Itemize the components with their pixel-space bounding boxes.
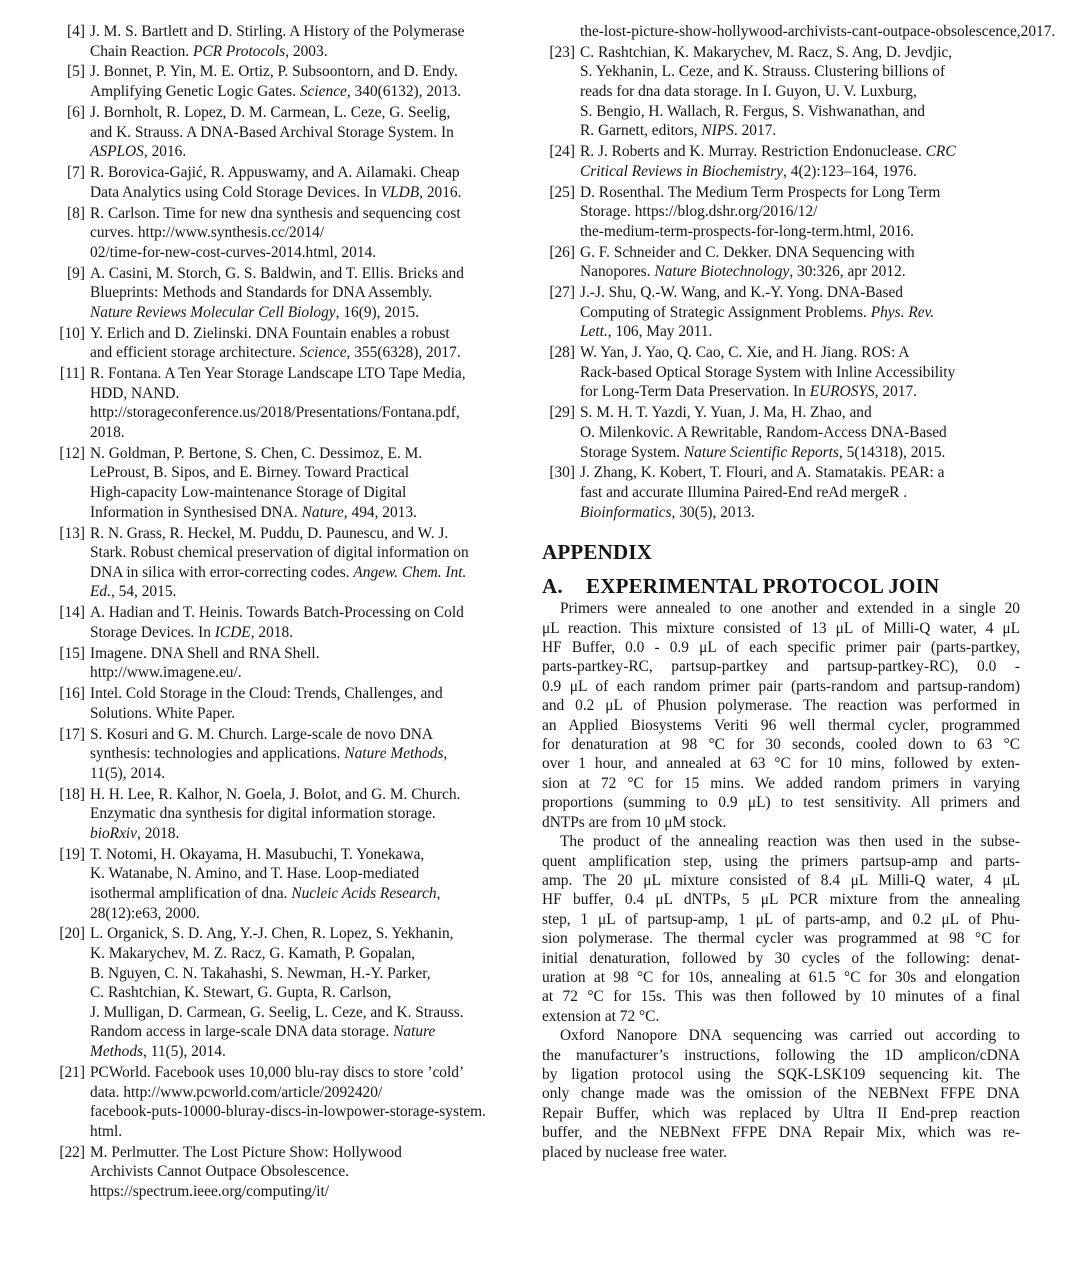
reference-number: [29]	[549, 404, 575, 422]
reference-text: Intel. Cold Storage in the Cloud: Trends, Challenges, and Solutions. White Paper.	[90, 685, 443, 722]
reference-entry	[52, 324, 530, 363]
reference-entry	[52, 1063, 530, 1141]
reference-text: A. Casini, M. Storch, G. S. Baldwin, and T. Ellis. Bricks and Blueprints: Methods and Standards for DNA Assembly. Nature Reviews Molecular Cell Biology, 16(9), 2015.	[90, 264, 464, 321]
reference-text: L. Organick, S. D. Ang, Y.-J. Chen, R. Lopez, S. Yekhanin, K. Makarychev, M. Z. Racz, G. Kamath, P. Gopalan, B. Nguyen, C. N. Takahashi, S. Newman, H.-Y. Parker, C. Rashtchian, K. Stewart, G. Gupta, R. Carlson, J. Mulligan, D. Carmean, G. Seelig, L. Ceze, and K. Strauss. Random access in large-scale DNA data storage. Nature Methods, 11(5), 2014.	[90, 925, 464, 1061]
reference-entry	[52, 924, 530, 1061]
reference-entry	[52, 1143, 530, 1202]
reference-number: [4]	[67, 23, 85, 40]
reference-text: R. Carlson. Time for new dna synthesis and sequencing cost curves. http://www.synthesis.cc/2014/ 02/time-for-new-cost-curves-2014.html, 2014.	[90, 204, 461, 261]
reference-entry	[52, 644, 530, 683]
reference-number: [26]	[549, 243, 575, 261]
reference-entry	[542, 283, 1020, 342]
reference-entry	[542, 403, 1020, 462]
reference-entry	[542, 183, 1020, 242]
reference-number: [25]	[549, 183, 575, 201]
reference-text: W. Yan, J. Yao, Q. Cao, C. Xie, and H. Jiang. ROS: A Rack-based Optical Storage System with Inline Accessibility for Long-Term Data Preservation. In EUROSYS, 2017.	[580, 344, 956, 401]
section-heading	[542, 573, 1020, 599]
reference-number: [24]	[549, 143, 575, 161]
reference-text: J. Zhang, K. Kobert, T. Flouri, and A. Stamatakis. PEAR: a fast and accurate Illumina Paired-End reAd mergeR . Bioinformatics, 30(5), 2013.	[580, 464, 945, 521]
reference-number: [27]	[549, 284, 575, 302]
reference-text: N. Goldman, P. Bertone, S. Chen, C. Dessimoz, E. M. LeProust, B. Sipos, and E. Birney. Toward Practical High-capacity Low-maintenance Storage of Digital Information in Synthesised DNA. Nature, 494, 2013.	[90, 444, 423, 521]
reference-number: [8]	[67, 204, 85, 222]
reference-number: [17]	[59, 725, 85, 743]
reference-text: C. Rashtchian, K. Makarychev, M. Racz, S. Ang, D. Jevdjic, S. Yekhanin, L. Ceze, and K. Strauss. Clustering billions of reads for dna data storage. In I. Guyon, U. V. Luxburg, S. Bengio, H. Wallach, R. Fergus, S. Vishwanathan, and R. Garnett, editors, NIPS. 2017.	[580, 43, 953, 140]
reference-number: [9]	[67, 264, 85, 282]
reference-continuation: the-lost-picture-show-hollywood-archivists-cant-outpace-obsolescence, 2017.	[580, 23, 1056, 40]
right-column	[542, 22, 1056, 1162]
reference-entry	[52, 725, 530, 784]
reference-entry	[52, 163, 530, 202]
reference-entry	[52, 444, 530, 522]
reference-text: J. Bornholt, R. Lopez, D. M. Carmean, L. Ceze, G. Seelig, and K. Strauss. A DNA-Based Archival Storage System. In ASPLOS, 2016.	[90, 103, 454, 161]
reference-entry	[52, 785, 530, 844]
reference-entry	[52, 684, 530, 723]
reference-entry	[542, 463, 1020, 522]
reference-text: G. F. Schneider and C. Dekker. DNA Sequencing with Nanopores. Nature Biotechnology, 30:326, apr 2012.	[580, 243, 915, 281]
reference-number: [21]	[59, 1063, 85, 1081]
reference-number: [14]	[59, 604, 85, 622]
reference-text: A. Hadian and T. Heinis. Towards Batch-Processing on Cold Storage Devices. In ICDE, 2018.	[90, 604, 464, 641]
reference-number: [11]	[59, 365, 85, 383]
reference-number: [20]	[59, 925, 85, 943]
reference-text: R. Borovica-Gajić, R. Appuswamy, and A. Ailamaki. Cheap Data Analytics using Cold Storage Devices. In VLDB, 2016.	[90, 164, 462, 201]
reference-text: T. Notomi, H. Okayama, H. Masubuchi, T. Yonekawa, K. Watanabe, N. Amino, and T. Hase. Loop-mediated isothermal amplification of dna. Nucleic Acids Research, 28(12):e63, 2000.	[90, 845, 441, 922]
reference-entry	[52, 845, 530, 923]
reference-number: [30]	[549, 464, 575, 482]
reference-text: S. M. H. T. Yazdi, Y. Yuan, J. Ma, H. Zhao, and O. Milenkovic. A Rewritable, Random-Access DNA-Based Storage System. Nature Scientific Reports, 5(14318), 2015.	[580, 404, 947, 461]
appendix-title: APPENDIX	[542, 540, 653, 565]
reference-number: [13]	[59, 524, 85, 542]
reference-entry	[52, 62, 530, 101]
reference-number: [7]	[67, 164, 85, 182]
reference-entry	[542, 243, 1020, 282]
reference-number: [15]	[59, 644, 85, 662]
reference-number: [22]	[59, 1143, 85, 1161]
reference-text: PCWorld. Facebook uses 10,000 blu-ray discs to store ’cold’ data. http://www.pcworld.com/article/2092420/ facebook-puts-10000-bluray-discs-in-lowpower-storage-system. html.	[90, 1063, 486, 1140]
reference-entry	[52, 264, 530, 323]
reference-number: [6]	[67, 103, 85, 121]
reference-entry	[52, 204, 530, 263]
reference-number: [5]	[67, 63, 85, 81]
section-title: EXPERIMENTAL PROTOCOL JOIN	[586, 574, 940, 599]
reference-number: [19]	[59, 845, 85, 863]
reference-number: [16]	[59, 685, 85, 703]
reference-entry	[52, 364, 530, 442]
reference-number: [28]	[549, 344, 575, 362]
reference-entry	[52, 524, 530, 602]
reference-entry	[52, 22, 530, 61]
appendix-paragraph: The product of the annealing reaction was then used in the subse- quent amplification step, using the primers partsup-amp and parts- amp. The 20 μL mixture consisted of 8.4 μL Milli-Q water, 4 μL HF buffer, 0.4 μL dNTPs, 5 μL PCR mixture from the annealing step, 1 μL of partsup-amp, 1 μL of parts-amp, and 0.2 μL of Phu- sion polymerase. The thermal cycler was programmed at 98 °C for initial denaturation, followed by 30 cycles of the following: denat- uration at 98 °C for 10s, annealing at 61.5 °C for 30s and elongation at 72 °C for 15s. This was then followed by 10 minutes of a final extension at 72 °C.	[542, 833, 1020, 1025]
reference-text: R. Fontana. A Ten Year Storage Landscape LTO Tape Media, HDD, NAND. http://storageconference.us/2018/Presentations/Fontana.pdf, 2018.	[90, 365, 466, 441]
reference-entry	[542, 142, 1020, 181]
section-number: A.	[542, 574, 563, 599]
reference-text: M. Perlmutter. The Lost Picture Show: Hollywood Archivists Cannot Outpace Obsolescence. https://spectrum.ieee.org/computing/it/	[90, 1143, 402, 1200]
reference-text: J.-J. Shu, Q.-W. Wang, and K.-Y. Yong. DNA-Based Computing of Strategic Assignment Problems. Phys. Rev. Lett., 106, May 2011.	[580, 284, 935, 341]
reference-text: Y. Erlich and D. Zielinski. DNA Fountain enables a robust and efficient storage architecture. Science, 355(6328), 2017.	[90, 324, 461, 362]
reference-text: J. M. S. Bartlett and D. Stirling. A History of the Polymerase Chain Reaction. PCR Protocols, 2003.	[90, 23, 465, 60]
reference-text: H. H. Lee, R. Kalhor, N. Goela, J. Bolot, and G. M. Church. Enzymatic dna synthesis for digital information storage. bioRxiv, 2018.	[90, 785, 461, 842]
reference-text: R. J. Roberts and K. Murray. Restriction Endonuclease. CRC Critical Reviews in Biochemistry, 4(2):123–164, 1976.	[580, 143, 956, 180]
reference-entry	[52, 103, 530, 162]
reference-entry	[542, 343, 1020, 402]
reference-number: [10]	[59, 324, 85, 342]
reference-list-right	[542, 43, 1020, 522]
reference-text: R. N. Grass, R. Heckel, M. Puddu, D. Paunescu, and W. J. Stark. Robust chemical preservation of digital information on DNA in silica with error-correcting codes. Angew. Chem. Int. Ed., 54, 2015.	[90, 524, 469, 601]
reference-text: Imagene. DNA Shell and RNA Shell. http://www.imagene.eu/.	[90, 644, 320, 682]
reference-text: J. Bonnet, P. Yin, M. E. Ortiz, P. Subsoontorn, and D. Endy. Amplifying Genetic Logic Gates. Science, 340(6132), 2013.	[90, 63, 461, 101]
appendix-paragraph: Oxford Nanopore DNA sequencing was carried out according to the manufacturer’s instructions, following the 1D amplicon/cDNA by ligation protocol using the SQK-LSK109 sequencing kit. The only change made was the omission of the NEBNext FFPE DNA Repair Buffer, which was replaced by Ultra II End-prep reaction buffer, and the NEBNext FFPE DNA Repair Mix, which was re- placed by nuclease free water.	[542, 1027, 1020, 1161]
left-column	[52, 22, 530, 1203]
reference-entry	[52, 603, 530, 642]
reference-number: [23]	[549, 43, 575, 61]
reference-entry	[542, 43, 1020, 141]
reference-text: D. Rosenthal. The Medium Term Prospects for Long Term Storage. https://blog.dshr.org/2016/12/ the-medium-term-prospects-for-long-term.html, 2016.	[580, 183, 941, 240]
appendix-body	[542, 599, 1020, 1162]
appendix-paragraph: Primers were annealed to one another and extended in a single 20 μL reaction. This mixture consisted of 13 μL of Milli-Q water, 4 μL HF Buffer, 0.0 - 0.9 μL of each specific primer pair (parts-partkey, parts-partkey-RC, partsup-partkey and partsup-partkey-RC), 0.0 - 0.9 μL of each random primer pair (parts-random and partsup-random) and 0.2 μL of Phusion polymerase. The reaction was performed in an Applied Biosystems Veriti 96 well thermal cycler, programmed for denaturation at 98 °C for 30 seconds, cooled down to 63 °C over 1 hour, and annealed at 63 °C for 10 mins, followed by exten- sion at 72 °C for 15 mins. We added random primers in varying proportions (summing to 0.9 μL) to test sensitivity. All primers and dNTPs are from 10 μM stock.	[542, 600, 1020, 831]
reference-text: S. Kosuri and G. M. Church. Large-scale de novo DNA synthesis: technologies and applications. Nature Methods, 11(5), 2014.	[90, 725, 448, 782]
reference-number: [18]	[59, 785, 85, 803]
reference-list-left	[52, 22, 530, 1201]
reference-number: [12]	[59, 444, 85, 462]
